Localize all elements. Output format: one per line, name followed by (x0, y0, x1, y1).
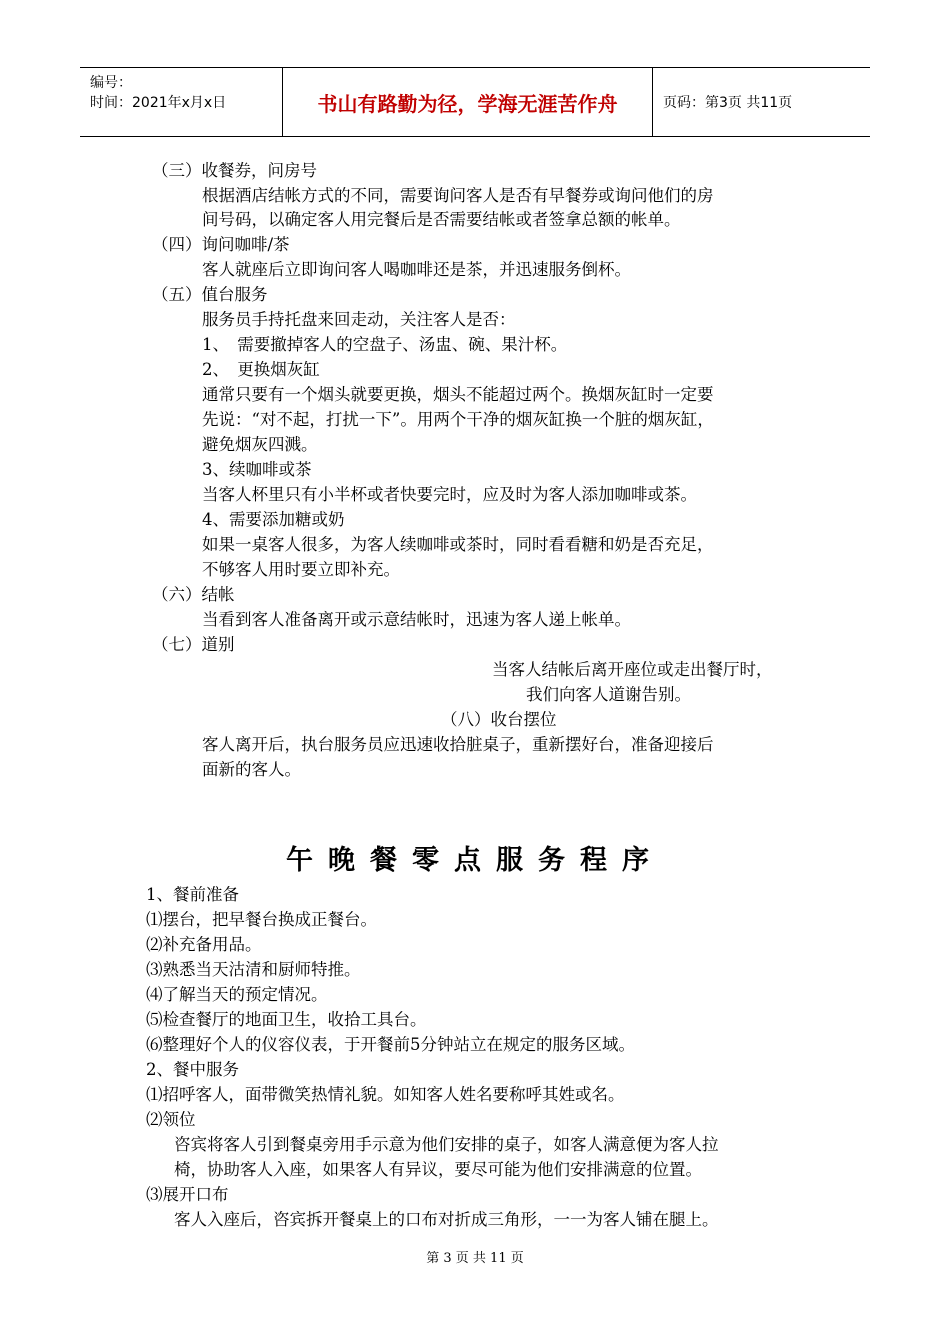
heading-4: （四）询问咖啡/茶 (152, 235, 290, 254)
subheading: 2、餐中服务 (146, 1060, 239, 1079)
heading-8: （八）收台摆位 (441, 710, 557, 729)
list-item: ⑴招呼客人，面带微笑热情礼貌。如知客人姓名要称呼其姓或名。 (146, 1085, 625, 1104)
list-item: 1、 需要撤掉客人的空盘子、汤盅、碗、果汁杯。 (202, 335, 568, 354)
number-label: 编号： (90, 75, 132, 91)
section-title: 午晚餐零点服务程序 (286, 845, 664, 876)
list-item: 2、 更换烟灰缸 (202, 360, 320, 379)
header-page-info: 页码：第3页 共11页 (663, 95, 793, 111)
list-item: ⑵领位 (146, 1110, 196, 1129)
paragraph-line: 客人入座后，咨宾拆开餐桌上的口布对折成三角形，一一为客人铺在腿上。 (174, 1210, 719, 1229)
list-item: 4、需要添加糖或奶 (202, 510, 345, 529)
header-meta-cell (80, 68, 283, 136)
paragraph-line: 当客人杯里只有小半杯或者快要完时，应及时为客人添加咖啡或茶。 (202, 485, 697, 504)
heading-7: （七）道别 (152, 635, 235, 654)
paragraph-line: 客人就座后立即询问客人喝咖啡还是茶，并迅速服务倒杯。 (202, 260, 631, 279)
paragraph-line: 避免烟灰四溅。 (202, 435, 318, 454)
paragraph-line: 根据酒店结帐方式的不同，需要询问客人是否有早餐券或询问他们的房 (202, 186, 714, 205)
paragraph-line: 服务员手持托盘来回走动，关注客人是否： (202, 310, 516, 329)
header-motto: 书山有路勤为径，学海无涯苦作舟 (283, 68, 653, 136)
list-item: ⑵补充备用品。 (146, 935, 262, 954)
list-item: 3、续咖啡或茶 (202, 460, 312, 479)
paragraph-line: 面新的客人。 (202, 760, 301, 779)
list-item: ⑹整理好个人的仪容仪表，于开餐前5分钟站立在规定的服务区域。 (146, 1035, 635, 1054)
list-item: ⑷了解当天的预定情况。 (146, 985, 328, 1004)
page-footer: 第 3 页 共 11 页 (426, 1251, 524, 1266)
paragraph-line: 如果一桌客人很多，为客人续咖啡或茶时，同时看看糖和奶是否充足， (202, 535, 714, 554)
list-item: ⑸检查餐厅的地面卫生，收拾工具台。 (146, 1010, 427, 1029)
paragraph-line: 我们向客人道谢告别。 (526, 685, 691, 704)
heading-6: （六）结帐 (152, 585, 235, 604)
list-item: ⑶展开口布 (146, 1185, 229, 1204)
paragraph-line: 椅，协助客人入座，如果客人有异议，要尽可能为他们安排满意的位置。 (174, 1160, 702, 1179)
paragraph-line: 客人离开后，执台服务员应迅速收拾脏桌子，重新摆好台，准备迎接后 (202, 735, 714, 754)
paragraph-line: 不够客人用时要立即补充。 (202, 560, 400, 579)
paragraph-line: 通常只要有一个烟头就要更换，烟头不能超过两个。换烟灰缸时一定要 (202, 385, 714, 404)
header-table (80, 67, 870, 137)
paragraph-line: 当客人结帐后离开座位或走出餐厅时， (492, 660, 773, 679)
list-item: ⑶熟悉当天沽清和厨师特推。 (146, 960, 361, 979)
list-item: ⑴摆台，把早餐台换成正餐台。 (146, 910, 377, 929)
paragraph-line: 咨宾将客人引到餐桌旁用手示意为他们安排的桌子，如客人满意便为客人拉 (174, 1135, 719, 1154)
time-label: 时间：2021年x月x日 (90, 95, 227, 111)
paragraph-line: 先说：“对不起，打扰一下”。用两个干净的烟灰缸换一个脏的烟灰缸， (202, 410, 714, 429)
heading-3: （三）收餐券，问房号 (152, 161, 317, 180)
subheading: 1、餐前准备 (146, 885, 239, 904)
paragraph-line: 间号码，以确定客人用完餐后是否需要结帐或者签拿总额的帐单。 (202, 210, 681, 229)
heading-5: （五）值台服务 (152, 285, 268, 304)
paragraph-line: 当看到客人准备离开或示意结帐时，迅速为客人递上帐单。 (202, 610, 631, 629)
